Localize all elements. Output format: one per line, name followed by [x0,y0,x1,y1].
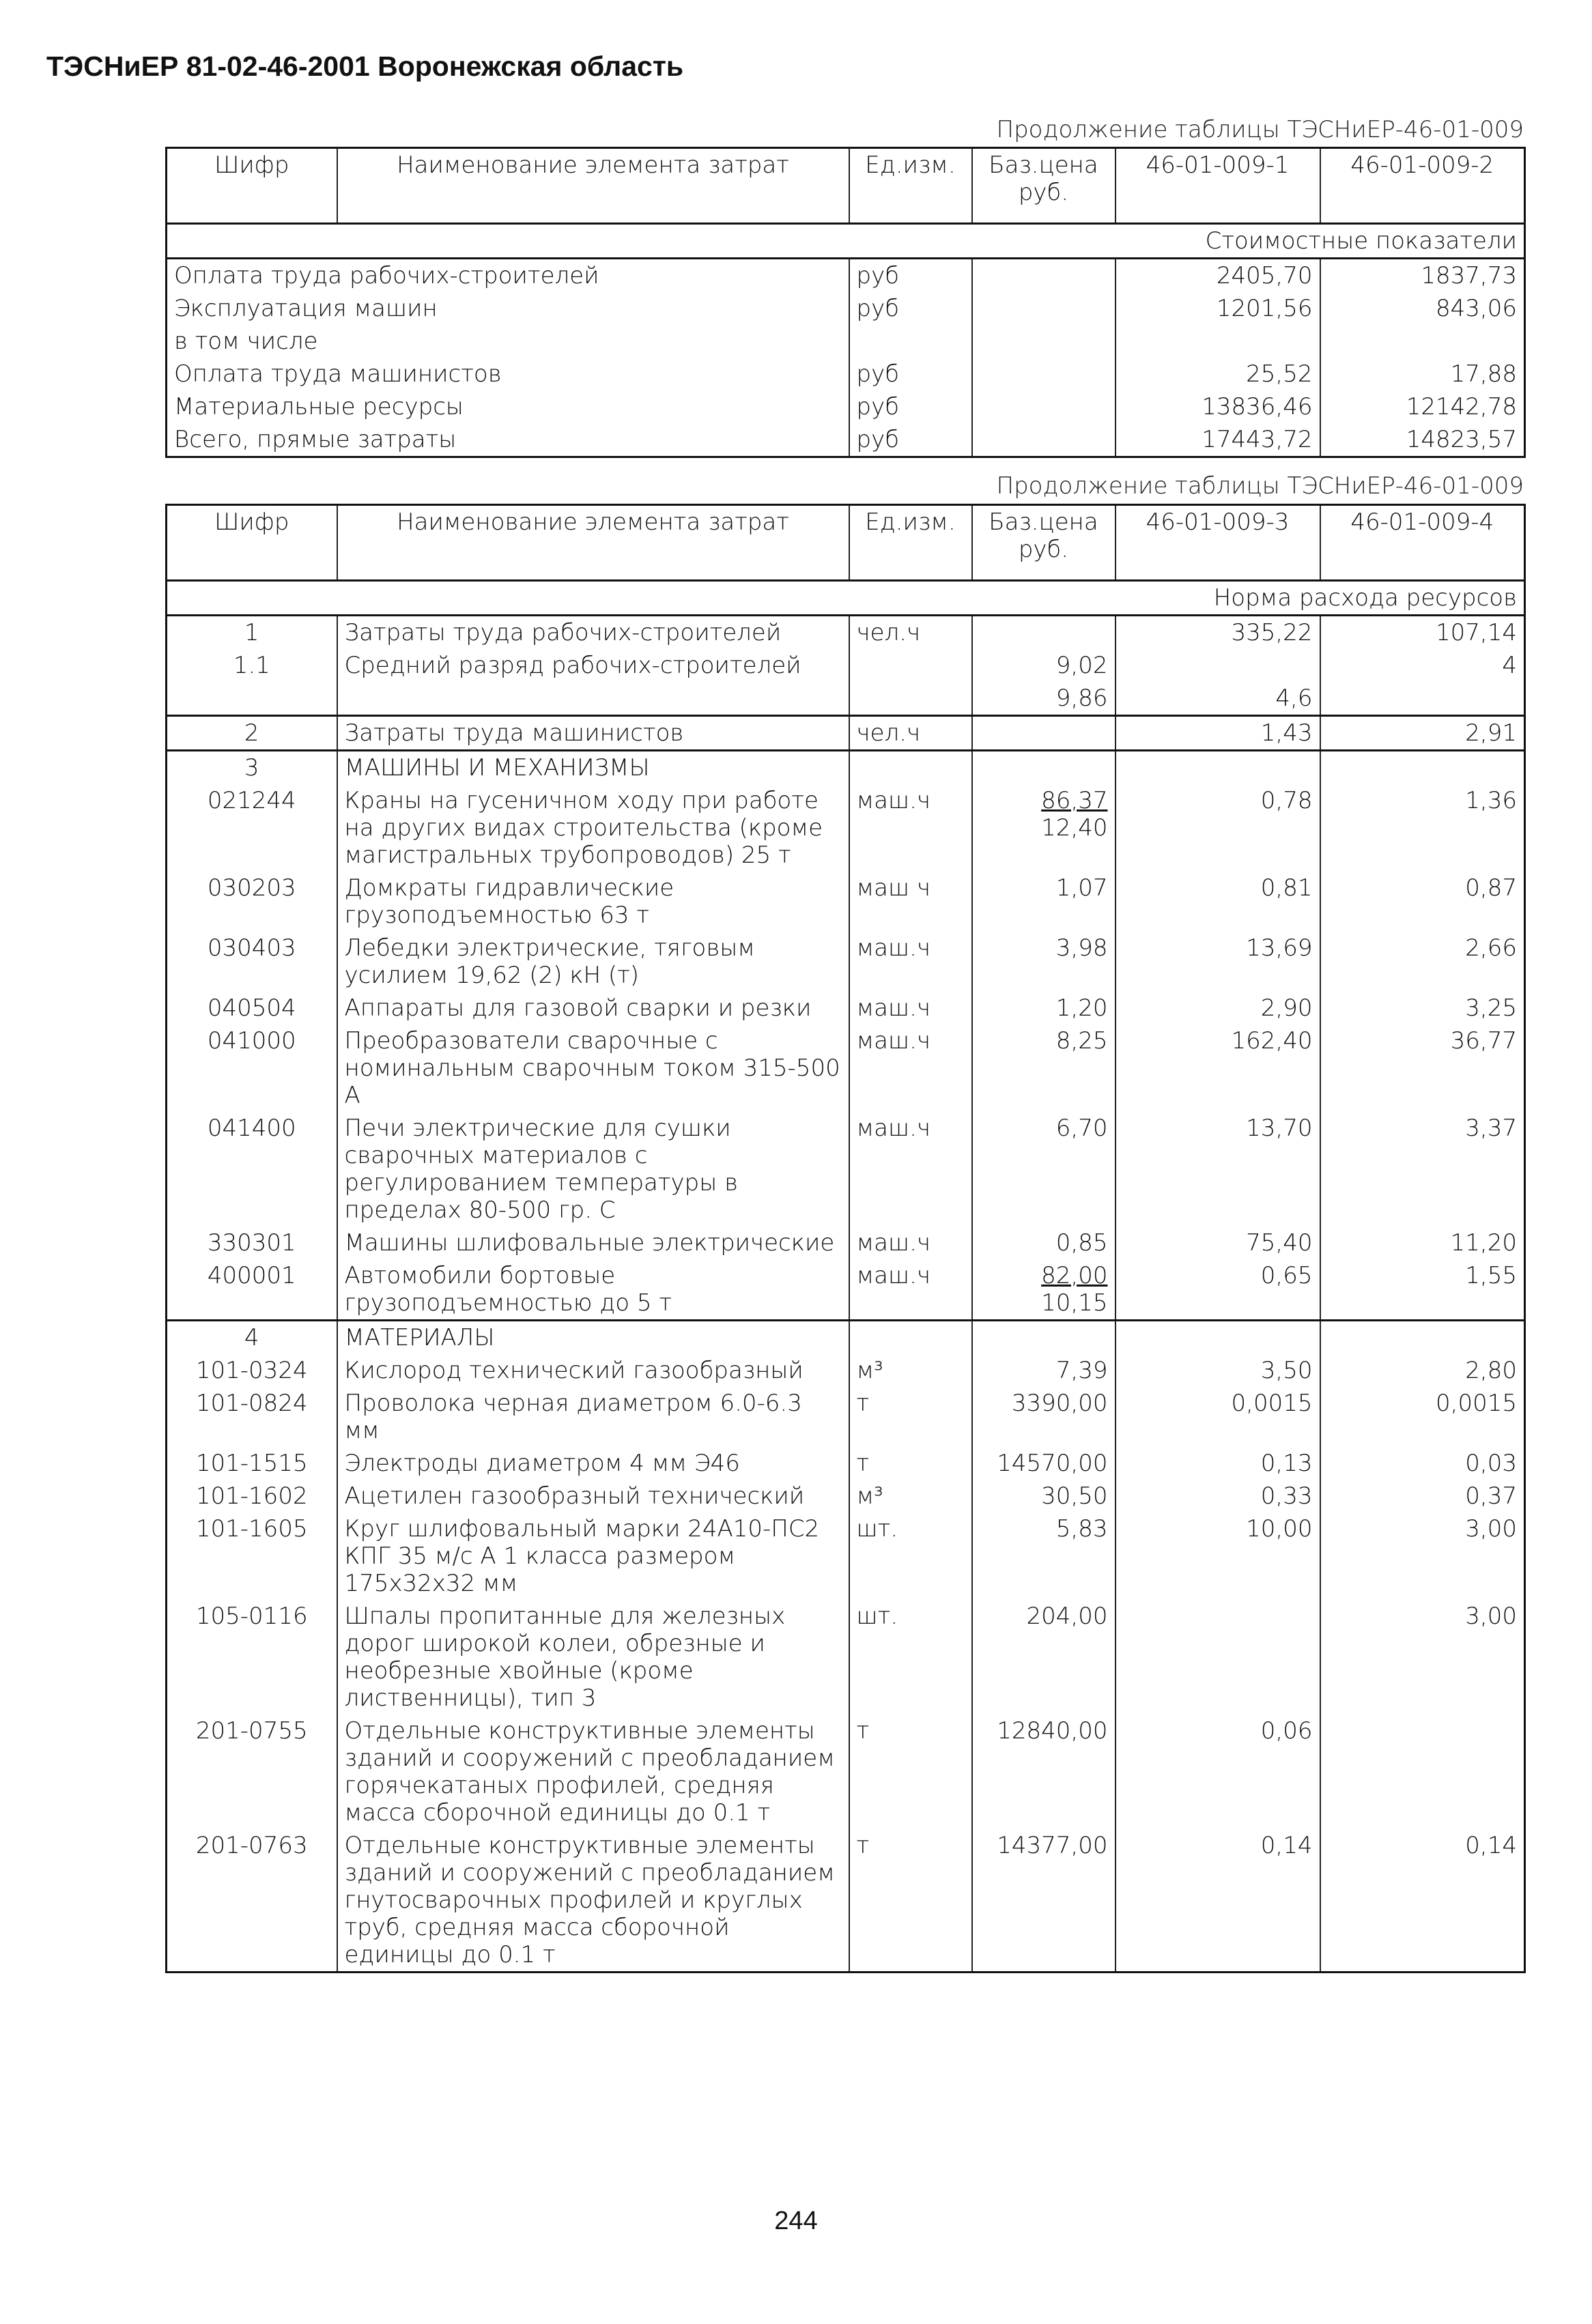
row-price [972,872,1115,932]
table-row [167,1600,1525,1715]
table-row [167,872,1525,932]
price-value: 14377,00 [997,1832,1108,1859]
row-name: Шпалы пропитанные для железных дорог широкой колеи, обрезные и необрезные хвойные (кроме лиственницы), тип 3 [337,1600,849,1715]
table-row [167,292,1525,325]
table1-subheader-row [167,224,1525,259]
row-price [972,784,1115,872]
row-price [972,932,1115,992]
col-header-name: Наименование элемента затрат [337,148,849,224]
page-header-title: ТЭСНиЕР 81-02-46-2001 Воронежская область [46,51,684,82]
col-header-unit: Ед.изм. [849,505,972,581]
row-unit [849,682,972,716]
row-code: 101-1515 [167,1447,337,1480]
row-price [972,1354,1115,1387]
row-value-3 [1115,751,1320,785]
row-price [972,992,1115,1024]
row-unit: т [849,1387,972,1447]
row-value-4: 107,14 [1320,616,1525,650]
price-value: 82,00 [1041,1262,1108,1289]
row-label: Оплата труда машинистов [167,358,849,390]
page-number: 244 [774,2207,818,2235]
table-row [167,1321,1525,1355]
row-unit: м³ [849,1354,972,1387]
row-name: Отдельные конструктивные элементы зданий и сооружений с преобладанием горячекатаных профилей, средняя масса сборочной единицы до 0.1 т [337,1715,849,1829]
row-name: Лебедки электрические, тяговым усилием 19,62 (2) кН (т) [337,932,849,992]
row-price [972,423,1115,457]
row-value-4 [1320,1715,1525,1829]
row-unit [849,325,972,358]
row-price [972,325,1115,358]
row-value-3: 0,13 [1115,1447,1320,1480]
row-name: Ацетилен газообразный технический [337,1480,849,1512]
col-header-code-1: 46-01-009-1 [1115,148,1320,224]
row-price [972,1829,1115,1972]
row-unit: маш.ч [849,1112,972,1226]
row-value-4 [1320,751,1525,785]
row-unit: м³ [849,1480,972,1512]
row-name: Средний разряд рабочих-строителей [337,649,849,682]
row-code: 101-1602 [167,1480,337,1512]
col-header-name: Наименование элемента затрат [337,505,849,581]
price-value: 86,37 [1041,787,1108,814]
row-name: Затраты труда машинистов [337,716,849,751]
row-price [972,1321,1115,1355]
table-row [167,751,1525,785]
price-value: 8,25 [1055,1027,1108,1055]
row-unit [849,1321,972,1355]
table2-subheader-row [167,581,1525,616]
row-value-3: 0,78 [1115,784,1320,872]
table-row [167,1354,1525,1387]
row-price [972,1600,1115,1715]
price-value: 204,00 [1026,1603,1108,1630]
row-unit: шт. [849,1600,972,1715]
row-value-4: 0,03 [1320,1447,1525,1480]
col-header-code-3: 46-01-009-3 [1115,505,1320,581]
table-row [167,716,1525,751]
row-code [167,682,337,716]
row-value-2: 1837,73 [1320,259,1525,293]
table-row [167,1112,1525,1226]
col-header-price: Баз.цена руб. [972,148,1115,224]
table-row [167,1226,1525,1259]
row-code: 400001 [167,1259,337,1321]
row-code: 1.1 [167,649,337,682]
row-name: Машины шлифовальные электрические [337,1226,849,1259]
row-value-3: 75,40 [1115,1226,1320,1259]
price-value: 5,83 [1055,1515,1108,1543]
row-price [972,682,1115,716]
table-row [167,616,1525,650]
row-value-2: 17,88 [1320,358,1525,390]
row-value-1: 2405,70 [1115,259,1320,293]
table-row [167,1480,1525,1512]
row-value-2: 12142,78 [1320,390,1525,423]
row-price [972,649,1115,682]
price-value: 14570,00 [997,1450,1108,1477]
table-row [167,259,1525,293]
row-code: 201-0755 [167,1715,337,1829]
row-value-4: 2,80 [1320,1354,1525,1387]
row-price [972,292,1115,325]
row-name: Электроды диаметром 4 мм Э46 [337,1447,849,1480]
row-value-3: 0,0015 [1115,1387,1320,1447]
table2-header-row [167,505,1525,581]
price-value: 12840,00 [997,1717,1108,1745]
row-value-4: 0,0015 [1320,1387,1525,1447]
row-value-3: 10,00 [1115,1512,1320,1600]
row-value-4: 36,77 [1320,1024,1525,1112]
row-code: 3 [167,751,337,785]
row-name [337,682,849,716]
row-label: в том числе [167,325,849,358]
row-unit: маш.ч [849,1024,972,1112]
row-value-3 [1115,1600,1320,1715]
row-unit: руб [849,292,972,325]
row-code: 021244 [167,784,337,872]
table-row [167,1829,1525,1972]
row-unit [849,649,972,682]
row-value-2: 843,06 [1320,292,1525,325]
price-machinist-value: 10,15 [1041,1289,1108,1317]
row-value-3: 0,06 [1115,1715,1320,1829]
row-price [972,358,1115,390]
row-code: 040504 [167,992,337,1024]
table-row [167,1259,1525,1321]
table-row [167,1387,1525,1447]
table1-header-row [167,148,1525,224]
row-value-3: 0,14 [1115,1829,1320,1972]
row-price [972,1226,1115,1259]
col-header-code-4: 46-01-009-4 [1320,505,1525,581]
row-price [972,1112,1115,1226]
table1-subheader: Стоимостные показатели [167,224,1525,259]
table-row [167,682,1525,716]
row-value-3: 0,33 [1115,1480,1320,1512]
row-value-4: 1,55 [1320,1259,1525,1321]
row-name: Аппараты для газовой сварки и резки [337,992,849,1024]
table-row [167,1447,1525,1480]
row-price [972,1387,1115,1447]
table-row [167,325,1525,358]
row-value-3: 4,6 [1115,682,1320,716]
row-value-4: 0,14 [1320,1829,1525,1972]
row-value-3: 0,81 [1115,872,1320,932]
price-machinist-value: 12,40 [1041,814,1108,842]
price-value: 0,85 [1055,1229,1108,1257]
row-value-4: 2,66 [1320,932,1525,992]
row-code: 030203 [167,872,337,932]
row-value-3: 0,65 [1115,1259,1320,1321]
row-code: 2 [167,716,337,751]
row-label: Всего, прямые затраты [167,423,849,457]
price-value: 6,70 [1055,1115,1108,1142]
row-unit: чел.ч [849,716,972,751]
col-header-code-2: 46-01-009-2 [1320,148,1525,224]
row-value-3: 1,43 [1115,716,1320,751]
table-row [167,423,1525,457]
table-row [167,1024,1525,1112]
row-value-4: 3,00 [1320,1512,1525,1600]
price-value: 3390,00 [1011,1390,1108,1417]
table-row [167,1512,1525,1600]
row-value-3: 335,22 [1115,616,1320,650]
row-unit: маш.ч [849,1259,972,1321]
row-name: Кислород технический газообразный [337,1354,849,1387]
table1-caption: Продолжение таблицы ТЭСНиЕР-46-01-009 [996,116,1524,143]
row-price [972,1512,1115,1600]
row-price [972,1024,1115,1112]
table2-caption: Продолжение таблицы ТЭСНиЕР-46-01-009 [996,472,1524,500]
row-value-4: 3,25 [1320,992,1525,1024]
row-price [972,259,1115,293]
row-code: 201-0763 [167,1829,337,1972]
row-value-3: 162,40 [1115,1024,1320,1112]
row-code: 101-0824 [167,1387,337,1447]
row-value-2: 14823,57 [1320,423,1525,457]
row-unit: чел.ч [849,616,972,650]
row-value-4: 3,37 [1320,1112,1525,1226]
row-name: МАТЕРИАЛЫ [337,1321,849,1355]
row-code: 330301 [167,1226,337,1259]
row-label: Материальные ресурсы [167,390,849,423]
row-code: 041400 [167,1112,337,1226]
row-price [972,616,1115,650]
table-row [167,1715,1525,1829]
row-unit: маш.ч [849,932,972,992]
row-price [972,1259,1115,1321]
row-value-4 [1320,682,1525,716]
col-header-unit: Ед.изм. [849,148,972,224]
row-value-4: 1,36 [1320,784,1525,872]
row-name: Затраты труда рабочих-строителей [337,616,849,650]
row-unit: руб [849,423,972,457]
row-value-1: 17443,72 [1115,423,1320,457]
col-header-code: Шифр [167,148,337,224]
price-value: 30,50 [1041,1482,1108,1510]
row-value-3: 13,70 [1115,1112,1320,1226]
row-name: Печи электрические для сушки сварочных материалов с регулированием температуры в пределах 80-500 гр. С [337,1112,849,1226]
row-value-3 [1115,649,1320,682]
table-row [167,390,1525,423]
row-unit: руб [849,259,972,293]
table-row [167,649,1525,682]
row-value-4: 2,91 [1320,716,1525,751]
row-value-4: 4 [1320,649,1525,682]
row-name: Проволока черная диаметром 6.0-6.3 мм [337,1387,849,1447]
row-value-4: 0,37 [1320,1480,1525,1512]
row-unit: маш ч [849,872,972,932]
row-unit: маш.ч [849,1226,972,1259]
price-value: 7,39 [1055,1357,1108,1384]
row-value-3: 13,69 [1115,932,1320,992]
row-name: Краны на гусеничном ходу при работе на других видах строительства (кроме магистральных трубопроводов) 25 т [337,784,849,872]
price-value: 9,86 [1055,685,1108,712]
row-price [972,716,1115,751]
row-value-4 [1320,1321,1525,1355]
row-value-3 [1115,1321,1320,1355]
row-value-4: 0,87 [1320,872,1525,932]
price-value: 1,07 [1055,874,1108,902]
row-name: МАШИНЫ И МЕХАНИЗМЫ [337,751,849,785]
row-name: Отдельные конструктивные элементы зданий и сооружений с преобладанием гнутосварочных профилей и круглых труб, средняя масса сборочной единицы до 0.1 т [337,1829,849,1972]
row-code: 105-0116 [167,1600,337,1715]
row-code: 101-1605 [167,1512,337,1600]
price-value: 9,02 [1055,652,1108,679]
row-code: 030403 [167,932,337,992]
row-code: 101-0324 [167,1354,337,1387]
row-value-3: 3,50 [1115,1354,1320,1387]
row-unit: т [849,1829,972,1972]
row-name: Домкраты гидравлические грузоподъемностью 63 т [337,872,849,932]
row-price [972,1480,1115,1512]
table-row [167,358,1525,390]
row-unit: маш.ч [849,784,972,872]
row-unit: т [849,1447,972,1480]
row-value-1: 13836,46 [1115,390,1320,423]
row-name: Круг шлифовальный марки 24А10-ПС2 КПГ 35 м/с А 1 класса размером 175х32х32 мм [337,1512,849,1600]
price-value: 3,98 [1055,934,1108,962]
row-value-1 [1115,325,1320,358]
row-code: 1 [167,616,337,650]
row-price [972,390,1115,423]
price-value: 1,20 [1055,994,1108,1022]
table-row [167,932,1525,992]
row-label: Оплата труда рабочих-строителей [167,259,849,293]
cost-indicators-table [165,147,1526,458]
row-label: Эксплуатация машин [167,292,849,325]
row-code: 4 [167,1321,337,1355]
row-name: Автомобили бортовые грузоподъемностью до 5 т [337,1259,849,1321]
row-unit: шт. [849,1512,972,1600]
table-row [167,784,1525,872]
row-code: 041000 [167,1024,337,1112]
resource-norms-table [165,504,1526,1973]
col-header-code: Шифр [167,505,337,581]
row-price [972,1715,1115,1829]
row-unit: маш.ч [849,992,972,1024]
row-name: Преобразователи сварочные с номинальным сварочным током 315-500 А [337,1024,849,1112]
row-value-2 [1320,325,1525,358]
row-value-4: 11,20 [1320,1226,1525,1259]
table-row [167,992,1525,1024]
row-value-3: 2,90 [1115,992,1320,1024]
row-unit: руб [849,358,972,390]
row-value-1: 25,52 [1115,358,1320,390]
row-price [972,751,1115,785]
row-unit: т [849,1715,972,1829]
col-header-price: Баз.цена руб. [972,505,1115,581]
row-unit: руб [849,390,972,423]
row-price [972,1447,1115,1480]
row-value-1: 1201,56 [1115,292,1320,325]
row-unit [849,751,972,785]
row-value-4: 3,00 [1320,1600,1525,1715]
table2-subheader: Норма расхода ресурсов [167,581,1525,616]
